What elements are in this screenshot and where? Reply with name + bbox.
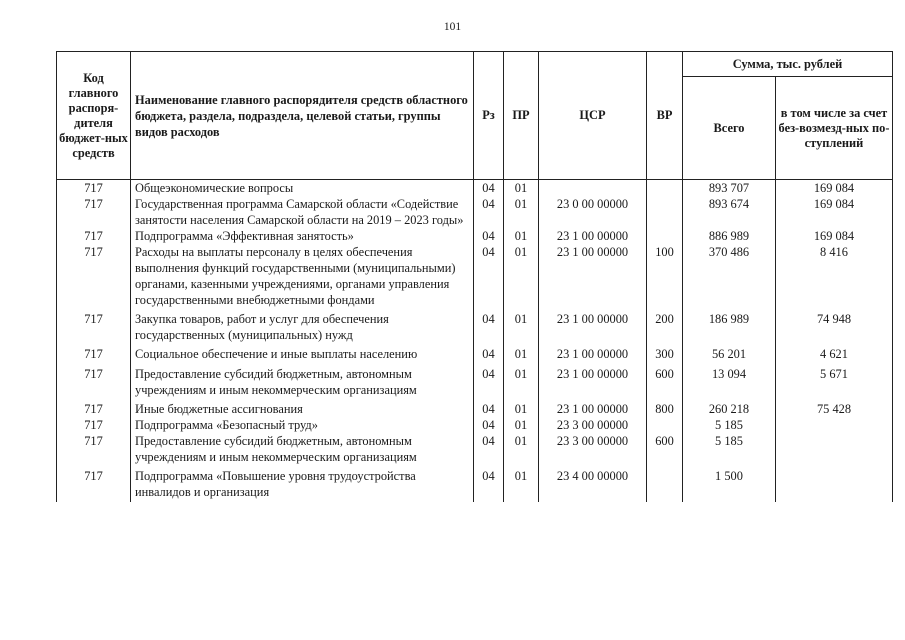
header-gratuitous: в том числе за счет без-возмезд-ных по-ступлений — [776, 77, 893, 180]
cell-csr: 23 3 00 00000 — [539, 417, 647, 433]
cell-total: 886 989 — [683, 228, 776, 244]
header-vr: ВР — [647, 52, 683, 180]
table-row — [57, 398, 893, 417]
cell-pr: 01 — [504, 308, 539, 343]
table-row — [57, 433, 893, 465]
cell-csr: 23 0 00 00000 — [539, 196, 647, 228]
header-sum-group: Сумма, тыс. рублей — [683, 52, 893, 77]
cell-vr — [647, 228, 683, 244]
cell-rz: 04 — [474, 180, 504, 197]
table-row — [57, 362, 893, 398]
cell-code: 717 — [57, 244, 131, 308]
cell-pr: 01 — [504, 417, 539, 433]
cell-total: 370 486 — [683, 244, 776, 308]
cell-code: 717 — [57, 180, 131, 197]
header-code: Код главного распоря-дителя бюджет-ных средств — [57, 52, 131, 180]
cell-csr — [539, 180, 647, 197]
cell-csr: 23 1 00 00000 — [539, 308, 647, 343]
table-row — [57, 180, 893, 197]
cell-code: 717 — [57, 362, 131, 398]
cell-pr: 01 — [504, 362, 539, 398]
header-name: Наименование главного распорядителя средств областного бюджета, раздела, подраздела, целевой статьи, группы видов расходов — [131, 52, 474, 180]
cell-gratuitous: 74 948 — [776, 308, 893, 343]
cell-gratuitous: 169 084 — [776, 228, 893, 244]
cell-total: 5 185 — [683, 433, 776, 465]
cell-vr — [647, 196, 683, 228]
table-body — [57, 180, 893, 503]
cell-code: 717 — [57, 417, 131, 433]
cell-total: 260 218 — [683, 398, 776, 417]
cell-pr: 01 — [504, 180, 539, 197]
cell-rz: 04 — [474, 433, 504, 465]
cell-rz: 04 — [474, 362, 504, 398]
cell-rz: 04 — [474, 196, 504, 228]
cell-code: 717 — [57, 398, 131, 417]
cell-gratuitous — [776, 433, 893, 465]
cell-vr: 600 — [647, 362, 683, 398]
cell-csr: 23 1 00 00000 — [539, 228, 647, 244]
cell-code: 717 — [57, 228, 131, 244]
table-row — [57, 308, 893, 343]
cell-pr: 01 — [504, 244, 539, 308]
cell-name: Предоставление субсидий бюджетным, автономным учреждениям и иным некоммерческим организациям — [131, 362, 474, 398]
cell-csr: 23 1 00 00000 — [539, 244, 647, 308]
cell-vr: 300 — [647, 343, 683, 362]
header-pr: ПР — [504, 52, 539, 180]
cell-name: Подпрограмма «Безопасный труд» — [131, 417, 474, 433]
cell-name: Предоставление субсидий бюджетным, автономным учреждениям и иным некоммерческим организациям — [131, 433, 474, 465]
header-row — [57, 52, 893, 77]
cell-gratuitous — [776, 417, 893, 433]
cell-csr: 23 4 00 00000 — [539, 465, 647, 502]
cell-gratuitous: 5 671 — [776, 362, 893, 398]
header-total: Всего — [683, 77, 776, 180]
cell-csr: 23 1 00 00000 — [539, 343, 647, 362]
table-row — [57, 244, 893, 308]
cell-vr: 200 — [647, 308, 683, 343]
cell-name: Общеэкономические вопросы — [131, 180, 474, 197]
table-row — [57, 465, 893, 502]
cell-total: 5 185 — [683, 417, 776, 433]
cell-name: Закупка товаров, работ и услуг для обеспечения государственных (муниципальных) нужд — [131, 308, 474, 343]
table-row — [57, 228, 893, 244]
cell-gratuitous: 8 416 — [776, 244, 893, 308]
cell-pr: 01 — [504, 228, 539, 244]
cell-code: 717 — [57, 433, 131, 465]
cell-pr: 01 — [504, 465, 539, 502]
cell-total: 56 201 — [683, 343, 776, 362]
cell-gratuitous: 75 428 — [776, 398, 893, 417]
page-number: 101 — [443, 21, 462, 33]
cell-csr: 23 1 00 00000 — [539, 398, 647, 417]
cell-total: 13 094 — [683, 362, 776, 398]
cell-rz: 04 — [474, 465, 504, 502]
cell-total: 1 500 — [683, 465, 776, 502]
cell-gratuitous: 4 621 — [776, 343, 893, 362]
cell-total: 893 707 — [683, 180, 776, 197]
cell-vr: 800 — [647, 398, 683, 417]
cell-pr: 01 — [504, 343, 539, 362]
header-csr: ЦСР — [539, 52, 647, 180]
cell-code: 717 — [57, 465, 131, 502]
table-row — [57, 196, 893, 228]
cell-vr — [647, 180, 683, 197]
cell-pr: 01 — [504, 398, 539, 417]
cell-vr: 100 — [647, 244, 683, 308]
cell-name: Подпрограмма «Повышение уровня трудоустройства инвалидов и организация — [131, 465, 474, 502]
table-row — [57, 417, 893, 433]
cell-name: Иные бюджетные ассигнования — [131, 398, 474, 417]
cell-name: Расходы на выплаты персоналу в целях обеспечения выполнения функций государственными (муниципальными) органами, казенными учреждениями, органами управления государственными внебюджетными фондами — [131, 244, 474, 308]
cell-code: 717 — [57, 308, 131, 343]
cell-pr: 01 — [504, 433, 539, 465]
cell-rz: 04 — [474, 343, 504, 362]
cell-rz: 04 — [474, 228, 504, 244]
cell-total: 186 989 — [683, 308, 776, 343]
cell-csr: 23 3 00 00000 — [539, 433, 647, 465]
cell-rz: 04 — [474, 398, 504, 417]
cell-gratuitous: 169 084 — [776, 180, 893, 197]
cell-rz: 04 — [474, 244, 504, 308]
cell-vr — [647, 465, 683, 502]
cell-gratuitous — [776, 465, 893, 502]
cell-gratuitous: 169 084 — [776, 196, 893, 228]
cell-rz: 04 — [474, 308, 504, 343]
header-rz: Рз — [474, 52, 504, 180]
cell-vr: 600 — [647, 433, 683, 465]
cell-name: Социальное обеспечение и иные выплаты населению — [131, 343, 474, 362]
budget-table — [56, 51, 893, 502]
cell-rz: 04 — [474, 417, 504, 433]
cell-code: 717 — [57, 343, 131, 362]
cell-total: 893 674 — [683, 196, 776, 228]
cell-code: 717 — [57, 196, 131, 228]
cell-name: Государственная программа Самарской области «Содействие занятости населения Самарской области на 2019 – 2023 годы» — [131, 196, 474, 228]
cell-csr: 23 1 00 00000 — [539, 362, 647, 398]
cell-vr — [647, 417, 683, 433]
table-row — [57, 343, 893, 362]
cell-name: Подпрограмма «Эффективная занятость» — [131, 228, 474, 244]
cell-pr: 01 — [504, 196, 539, 228]
